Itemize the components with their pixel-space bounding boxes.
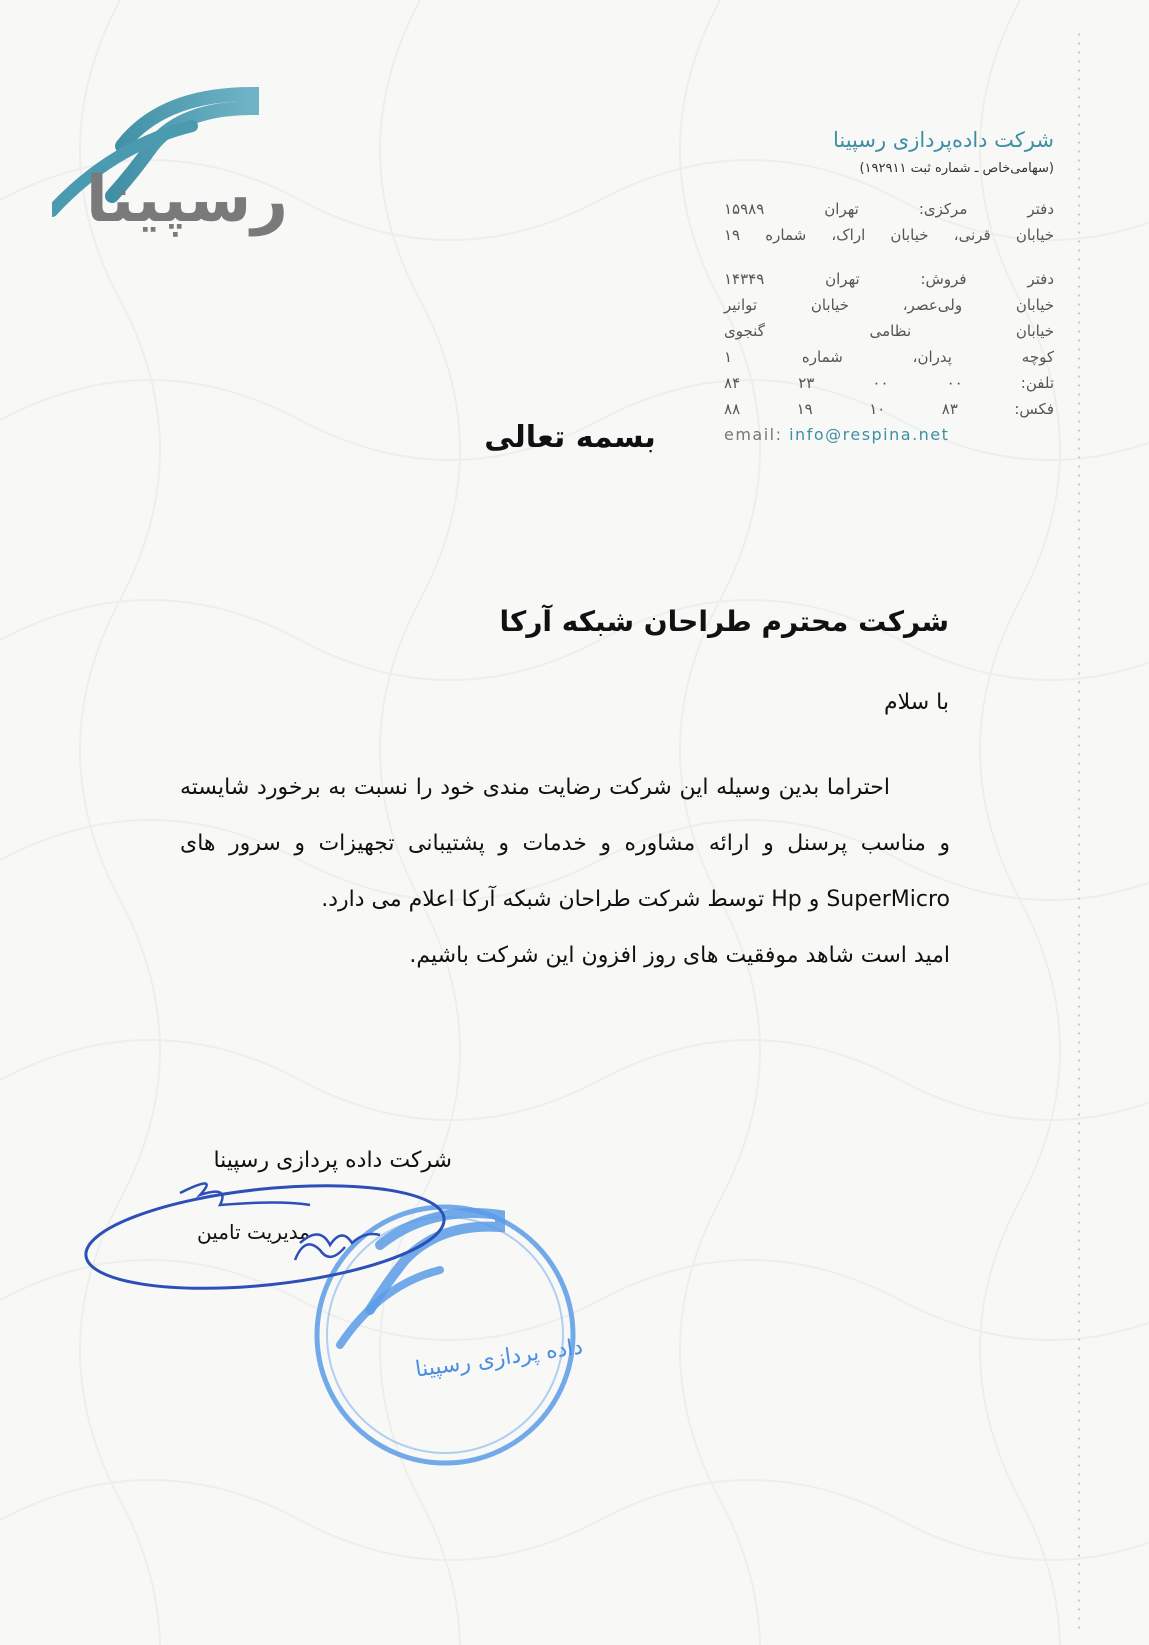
recipient-heading: شرکت محترم طراحان شبکه آرکا bbox=[499, 605, 949, 638]
fax-part: ۱۹ bbox=[796, 400, 813, 419]
email-label: email: bbox=[724, 425, 783, 445]
phone-part: ۰۰ bbox=[946, 374, 963, 393]
signature-title: مدیریت تامین bbox=[197, 1220, 311, 1244]
phone-part: ۰۰ bbox=[872, 374, 889, 393]
basmala-heading: بسمه تعالی bbox=[484, 420, 656, 455]
respina-logo bbox=[52, 86, 332, 256]
address-line: دفتر مرکزی: تهران ۱۵۹۸۹ bbox=[724, 200, 1054, 219]
address-line: خیابان قرنی، خیابان اراک، شماره ۱۹ bbox=[724, 226, 1054, 245]
fax-part: ۸۳ bbox=[941, 400, 958, 419]
fax-part: ۸۸ bbox=[724, 400, 741, 419]
signature-company: شرکت داده پردازی رسپینا bbox=[213, 1148, 452, 1173]
head-office-address bbox=[724, 196, 1054, 248]
address-line: کوچه پدران، شماره ۱ bbox=[724, 348, 1054, 367]
fax-part: ۱۰ bbox=[869, 400, 886, 419]
phone-label: تلفن: bbox=[1020, 374, 1054, 393]
stamp-text: داده پردازی رسپینا bbox=[413, 1334, 585, 1383]
phone-line bbox=[724, 370, 1054, 396]
address-line: دفتر فروش: تهران ۱۴۳۴۹ bbox=[724, 270, 1054, 289]
logo-wordmark: رسپینا bbox=[85, 163, 289, 237]
company-stamp bbox=[80, 1165, 640, 1505]
perforation-line bbox=[1078, 30, 1080, 1630]
phone-part: ۸۴ bbox=[724, 374, 741, 393]
greeting: با سلام bbox=[883, 690, 949, 715]
phone-part: ۲۳ bbox=[798, 374, 815, 393]
body-paragraph: احتراما بدین وسیله این شرکت رضایت مندی خود را نسبت به برخورد شایسته و مناسب پرسنل و ارائه مشاوره و خدمات و پشتیبانی تجهیزات و سرور های SuperMicro و Hp توسط شرکت طراحان شبکه آرکا اعلام می دارد. bbox=[180, 775, 950, 912]
email-line bbox=[724, 422, 1054, 448]
sales-office-address bbox=[724, 266, 1054, 370]
fax-line bbox=[724, 396, 1054, 422]
body-paragraph: امید است شاهد موفقیت های روز افزون این شرکت باشیم. bbox=[409, 943, 950, 968]
email-address[interactable]: info@respina.net bbox=[789, 425, 950, 445]
fax-label: فکس: bbox=[1014, 400, 1054, 419]
letterhead bbox=[724, 128, 1054, 448]
address-line: خیابان نظامی گنجوی bbox=[724, 322, 1054, 341]
letter-body bbox=[180, 760, 950, 984]
registration-number: (سهامی‌خاص ـ شماره ثبت ۱۹۲۹۱۱) bbox=[859, 161, 1054, 177]
company-name: شرکت داده‌پردازی رسپینا bbox=[832, 128, 1054, 152]
address-line: خیابان ولی‌عصر، خیابان توانیر bbox=[724, 296, 1054, 315]
